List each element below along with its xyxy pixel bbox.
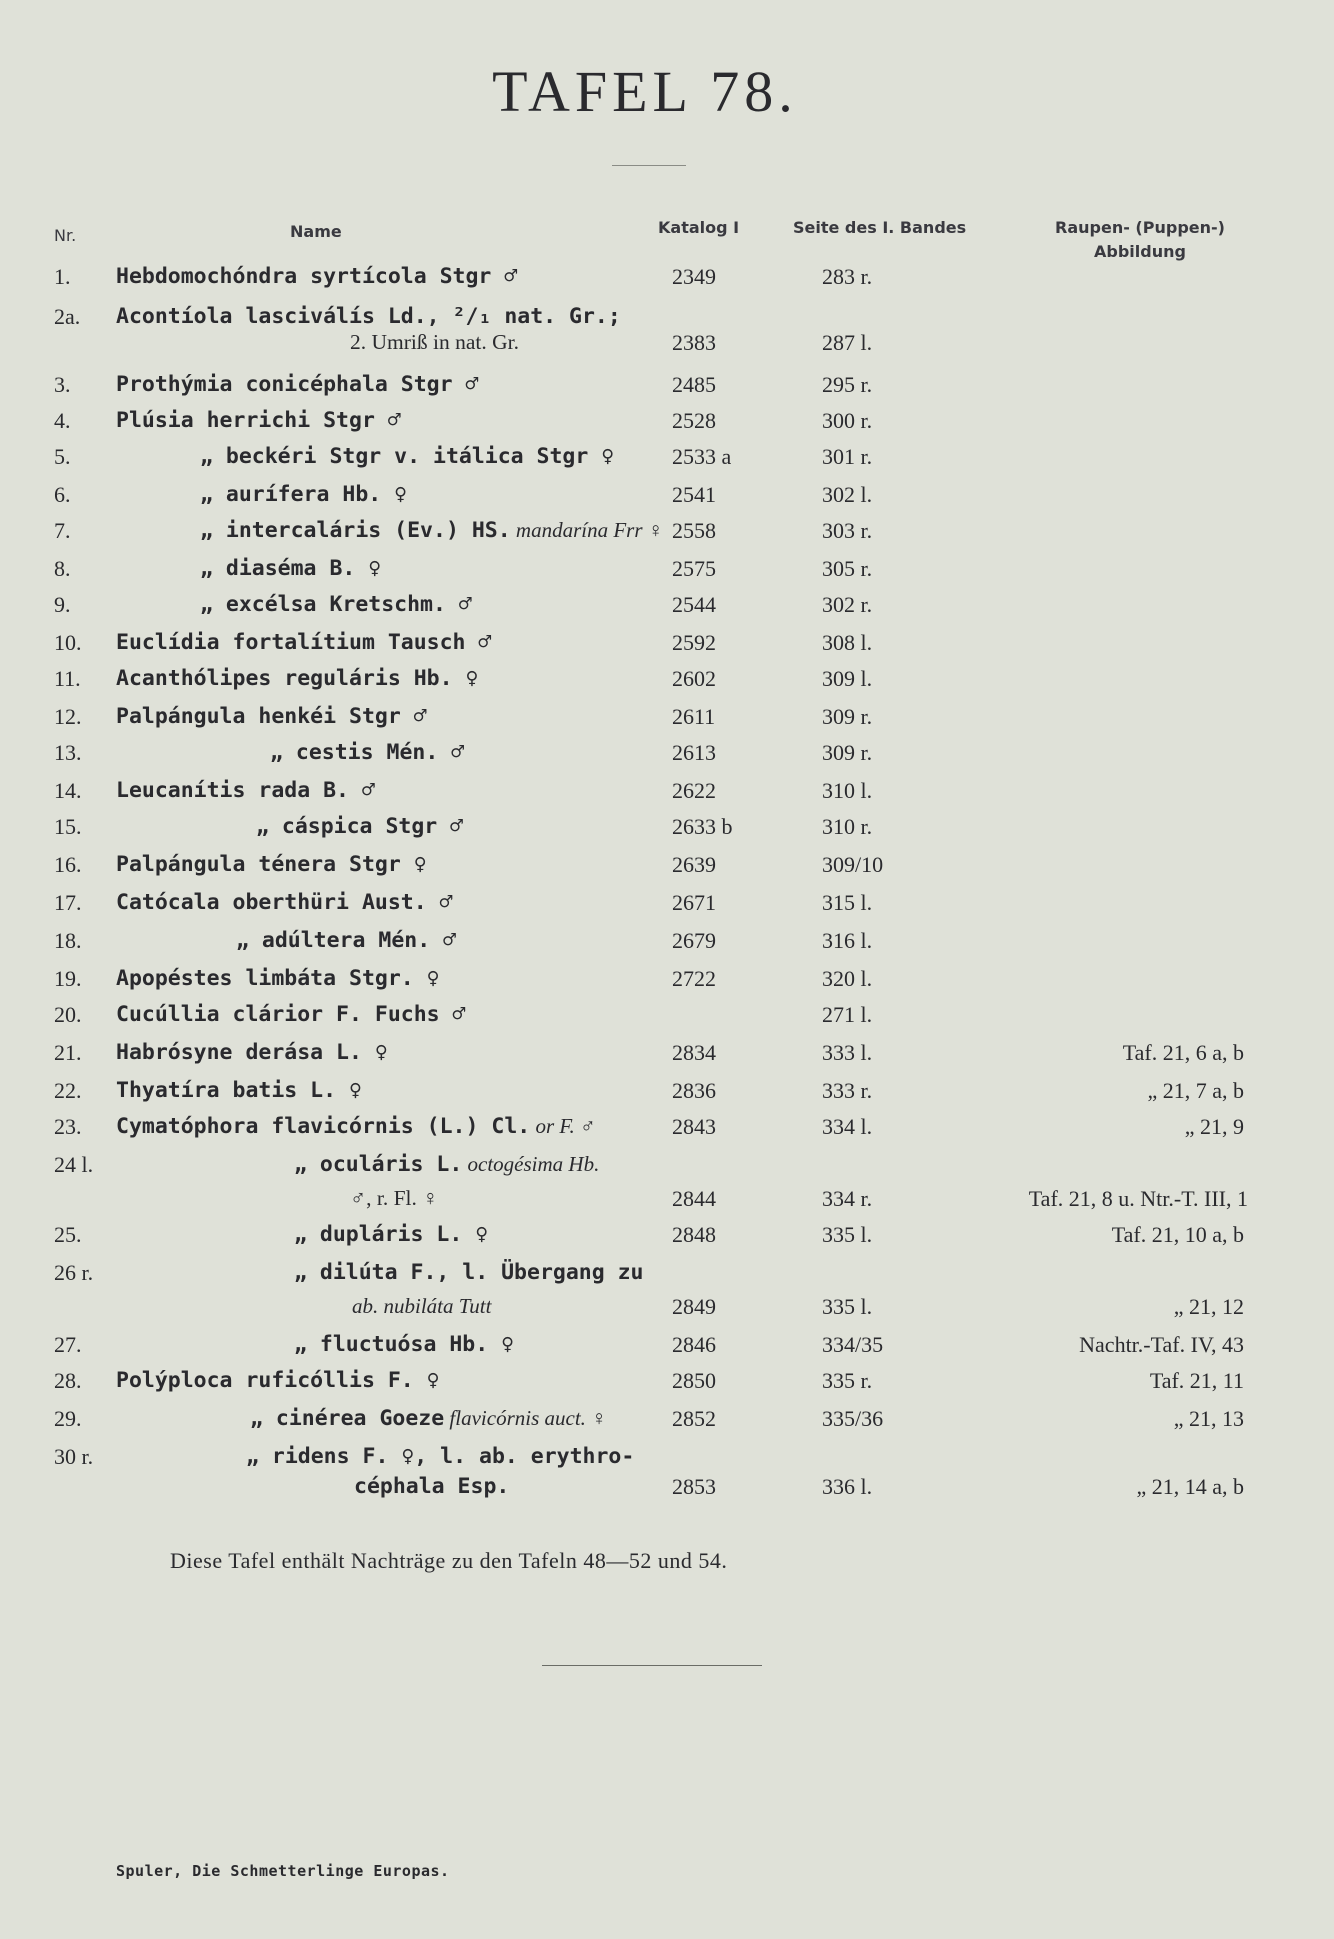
row-name <box>294 1222 488 1247</box>
row-seite: 300 r. <box>822 408 873 433</box>
table-row <box>0 778 1334 814</box>
row-seite: 315 l. <box>822 890 873 915</box>
row-abbildung: Taf. 21, 11 <box>1149 1368 1244 1393</box>
row-katalog: 2611 <box>672 704 716 729</box>
row-katalog: 2383 <box>672 330 716 355</box>
row-seite: 335/36 <box>822 1406 884 1431</box>
row-katalog: 2848 <box>672 1222 716 1247</box>
row-name-text: céphala Esp. <box>354 1474 510 1499</box>
row-name <box>116 1368 440 1393</box>
row-abbildung: „ 21, 13 <box>1173 1406 1244 1431</box>
row-seite: 309 r. <box>822 740 873 765</box>
table-row <box>0 372 1334 408</box>
row-seite: 309 r. <box>822 704 873 729</box>
row-nr: 7. <box>54 518 71 543</box>
table-row <box>0 330 1334 366</box>
row-nr: 28. <box>54 1368 82 1393</box>
row-name-text: Catócala oberthüri Aust. ♂ <box>116 890 453 915</box>
row-katalog: 2613 <box>672 740 716 765</box>
row-katalog: 2602 <box>672 666 716 691</box>
row-name <box>200 592 472 617</box>
row-name <box>116 704 427 729</box>
row-nr: 23. <box>54 1114 82 1139</box>
row-nr: 10. <box>54 630 82 655</box>
row-abbildung: „ 21, 7 a, b <box>1147 1078 1244 1103</box>
page-footer: Spuler, Die Schmetterlinge Europas. <box>116 1862 450 1880</box>
row-name <box>200 556 381 581</box>
row-name-text: Polýploca ruficóllis F. ♀ <box>116 1368 440 1393</box>
row-name-text: Acanthólipes reguláris Hb. ♀ <box>116 666 479 691</box>
table-row <box>0 814 1334 850</box>
row-seite: 308 l. <box>822 630 873 655</box>
row-nr: 19. <box>54 966 82 991</box>
row-name-text: „ oculáris L. <box>294 1152 463 1177</box>
table-row <box>0 1002 1334 1038</box>
table-row <box>0 928 1334 964</box>
table-row <box>0 666 1334 702</box>
table-row <box>0 408 1334 444</box>
row-nr: 9. <box>54 592 71 617</box>
table-row <box>0 1406 1334 1442</box>
row-name-text: Acontíola lasciválís Ld., ²/₁ nat. Gr.; <box>116 304 621 329</box>
row-name <box>116 372 478 397</box>
row-nr: 18. <box>54 928 82 953</box>
row-seite: 336 l. <box>822 1474 873 1499</box>
row-seite: 334 r. <box>822 1186 873 1211</box>
row-nr: 20. <box>54 1002 82 1027</box>
row-name-italic: mandarína Frr ♀ <box>510 518 664 542</box>
row-name <box>116 666 478 691</box>
table-row <box>0 1260 1334 1296</box>
header-raupen-line1: Raupen- (Puppen-) <box>1055 218 1225 237</box>
row-name <box>350 1186 438 1211</box>
row-seite: 335 l. <box>822 1222 873 1247</box>
row-seite: 316 l. <box>822 928 873 953</box>
table-row <box>0 966 1334 1002</box>
row-abbildung: Taf. 21, 10 a, b <box>1111 1222 1244 1247</box>
row-name-text: Hebdomochóndra syrtícola Stgr ♂ <box>116 264 518 289</box>
table-row <box>0 482 1334 518</box>
row-katalog: 2485 <box>672 372 716 397</box>
header-name: Name <box>290 222 342 241</box>
row-nr: 29. <box>54 1406 82 1431</box>
row-katalog: 2853 <box>672 1474 716 1499</box>
row-name-text: Prothýmia conicéphala Stgr ♂ <box>116 372 479 397</box>
row-seite: 302 r. <box>822 592 873 617</box>
header-nr: Nr. <box>54 226 77 245</box>
row-name <box>236 928 456 953</box>
row-name <box>116 264 517 289</box>
table-row <box>0 890 1334 926</box>
row-seite: 334/35 <box>822 1332 884 1357</box>
row-seite: 335 l. <box>822 1294 873 1319</box>
header-katalog: Katalog I <box>658 218 740 237</box>
row-name-text: Plúsia herrichi Stgr ♂ <box>116 408 401 433</box>
row-seite: 333 r. <box>822 1078 873 1103</box>
row-name <box>294 1152 599 1177</box>
header-raupen-line2: Abbildung <box>1094 242 1186 261</box>
row-abbildung: Taf. 21, 8 u. Ntr.-T. III, 1 <box>1028 1186 1248 1211</box>
row-katalog: 2528 <box>672 408 716 433</box>
row-katalog: 2846 <box>672 1332 716 1357</box>
row-nr: 17. <box>54 890 82 915</box>
row-seite: 309 l. <box>822 666 873 691</box>
row-katalog: 2849 <box>672 1294 716 1319</box>
row-abbildung: „ 21, 14 a, b <box>1136 1474 1244 1499</box>
row-katalog: 2850 <box>672 1368 716 1393</box>
row-nr: 1. <box>54 264 71 289</box>
table-row <box>0 264 1334 300</box>
row-nr: 8. <box>54 556 71 581</box>
row-name-text: „ diaséma B. ♀ <box>200 556 382 581</box>
row-name-italic: octogésima Hb. <box>462 1152 600 1176</box>
table-row <box>0 1368 1334 1404</box>
row-nr: 12. <box>54 704 82 729</box>
row-katalog: 2836 <box>672 1078 716 1103</box>
row-nr: 11. <box>54 666 81 691</box>
row-name-text: „ cestis Mén. ♂ <box>270 740 465 765</box>
row-abbildung: „ 21, 9 <box>1184 1114 1244 1139</box>
row-name-text: „ cinérea Goeze <box>250 1406 445 1431</box>
row-nr: 25. <box>54 1222 82 1247</box>
table-row <box>0 1294 1334 1330</box>
row-katalog: 2349 <box>672 264 716 289</box>
table-row <box>0 1078 1334 1114</box>
table-row <box>0 630 1334 666</box>
row-name-text: „ ridens F. ♀, l. ab. erythro- <box>246 1444 635 1469</box>
row-katalog: 2671 <box>672 890 716 915</box>
row-seite: 295 r. <box>822 372 873 397</box>
row-abbildung: Nachtr.-Taf. IV, 43 <box>1079 1332 1244 1357</box>
row-katalog: 2722 <box>672 966 716 991</box>
row-name-text: Thyatíra batis L. ♀ <box>116 1078 362 1103</box>
table-row <box>0 518 1334 554</box>
row-name <box>200 518 664 543</box>
row-seite: 335 r. <box>822 1368 873 1393</box>
row-name <box>246 1444 634 1469</box>
row-name-text: „ beckéri Stgr v. itálica Stgr ♀ <box>200 444 615 469</box>
table-row <box>0 1332 1334 1368</box>
row-nr: 15. <box>54 814 82 839</box>
row-nr: 26 r. <box>54 1260 94 1285</box>
row-name-italic: or F. ♂ <box>530 1114 596 1138</box>
row-name <box>116 304 621 329</box>
table-row <box>0 1474 1334 1510</box>
row-nr: 3. <box>54 372 71 397</box>
row-name-text: Apopéstes limbáta Stgr. ♀ <box>116 966 440 991</box>
table-row <box>0 1152 1334 1188</box>
row-abbildung: Taf. 21, 6 a, b <box>1122 1040 1244 1065</box>
row-name <box>116 1114 596 1139</box>
header-seite: Seite des I. Bandes <box>793 218 967 237</box>
row-seite: 320 l. <box>822 966 873 991</box>
row-name-text: Habrósyne derása L. ♀ <box>116 1040 388 1065</box>
bottom-divider <box>542 1665 762 1666</box>
table-row <box>0 740 1334 776</box>
table-row <box>0 1222 1334 1258</box>
row-name <box>116 778 375 803</box>
row-katalog: 2639 <box>672 852 716 877</box>
row-katalog: 2575 <box>672 556 716 581</box>
row-katalog: 2622 <box>672 778 716 803</box>
row-seite: 310 l. <box>822 778 873 803</box>
row-seite: 271 l. <box>822 1002 873 1027</box>
row-nr: 4. <box>54 408 71 433</box>
row-name-text: „ aurífera Hb. ♀ <box>200 482 408 507</box>
row-name <box>116 890 453 915</box>
header-raupen <box>1040 216 1240 264</box>
row-nr: 16. <box>54 852 82 877</box>
row-katalog: 2533 a <box>672 444 732 469</box>
row-name <box>270 740 464 765</box>
row-name-text: Palpángula ténera Stgr ♀ <box>116 852 427 877</box>
row-nr: 2a. <box>54 304 81 329</box>
row-nr: 5. <box>54 444 71 469</box>
row-name <box>250 1406 607 1431</box>
row-name-text: „ adúltera Mén. ♂ <box>236 928 457 953</box>
row-name-text: „ dilúta F., l. Übergang zu <box>294 1260 644 1285</box>
table-row <box>0 1114 1334 1150</box>
row-nr: 22. <box>54 1078 82 1103</box>
row-katalog: 2844 <box>672 1186 716 1211</box>
row-seite: 305 r. <box>822 556 873 581</box>
row-name <box>116 1078 362 1103</box>
table-row <box>0 852 1334 888</box>
row-name <box>350 330 519 355</box>
row-name-text: Leucanítis rada B. ♂ <box>116 778 375 803</box>
row-katalog: 2679 <box>672 928 716 953</box>
row-seite: 301 r. <box>822 444 873 469</box>
row-name-text: Cucúllia clárior F. Fuchs ♂ <box>116 1002 466 1027</box>
row-name-text: „ dupláris L. ♀ <box>294 1222 489 1247</box>
row-name-text: „ excélsa Kretschm. ♂ <box>200 592 472 617</box>
row-seite: 309/10 <box>822 852 884 877</box>
row-katalog: 2541 <box>672 482 716 507</box>
row-name-italic: flavicórnis auct. ♀ <box>444 1406 607 1430</box>
table-row <box>0 444 1334 480</box>
row-abbildung: „ 21, 12 <box>1173 1294 1244 1319</box>
row-name-text: „ cáspica Stgr ♂ <box>256 814 464 839</box>
row-seite: 303 r. <box>822 518 873 543</box>
row-name <box>256 814 463 839</box>
row-name-italic: ab. nubiláta Tutt <box>352 1294 492 1318</box>
table-row <box>0 704 1334 740</box>
row-nr: 14. <box>54 778 82 803</box>
row-name <box>116 408 401 433</box>
row-katalog: 2558 <box>672 518 716 543</box>
row-seite: 283 r. <box>822 264 873 289</box>
row-seite: 333 l. <box>822 1040 873 1065</box>
row-nr: 21. <box>54 1040 82 1065</box>
row-katalog: 2633 b <box>672 814 733 839</box>
page-title: TAFEL 78. <box>492 59 798 124</box>
row-name <box>116 1040 388 1065</box>
row-name <box>354 1474 509 1499</box>
row-seite: 334 l. <box>822 1114 873 1139</box>
row-name <box>116 966 440 991</box>
row-name-text: ♂, r. Fl. ♀ <box>350 1186 439 1210</box>
table-row <box>0 1040 1334 1076</box>
row-katalog: 2834 <box>672 1040 716 1065</box>
row-name-text: Euclídia fortalítium Tausch ♂ <box>116 630 492 655</box>
row-katalog: 2544 <box>672 592 716 617</box>
row-name <box>294 1260 644 1285</box>
row-name-text: Cymatóphora flavicórnis (L.) Cl. <box>116 1114 531 1139</box>
plate-note: Diese Tafel enthält Nachträge zu den Tafeln 48—52 und 54. <box>170 1548 728 1573</box>
table-row <box>0 556 1334 592</box>
row-name-text: „ fluctuósa Hb. ♀ <box>294 1332 515 1357</box>
row-name <box>116 1002 466 1027</box>
row-katalog: 2592 <box>672 630 716 655</box>
title-divider <box>612 165 686 166</box>
row-name <box>352 1294 491 1319</box>
row-nr: 27. <box>54 1332 82 1357</box>
row-name <box>116 630 491 655</box>
row-name <box>200 482 407 507</box>
row-nr: 13. <box>54 740 82 765</box>
row-seite: 302 l. <box>822 482 873 507</box>
row-name-text: „ intercaláris (Ev.) HS. <box>200 518 511 543</box>
row-seite: 287 l. <box>822 330 873 355</box>
row-name <box>116 852 427 877</box>
row-name-text: Palpángula henkéi Stgr ♂ <box>116 704 427 729</box>
row-name-text: 2. Umriß in nat. Gr. <box>350 330 519 354</box>
row-nr: 24 l. <box>54 1152 94 1177</box>
row-name <box>294 1332 514 1357</box>
table-row <box>0 592 1334 628</box>
row-nr: 6. <box>54 482 71 507</box>
row-seite: 310 r. <box>822 814 873 839</box>
row-katalog: 2852 <box>672 1406 716 1431</box>
row-nr: 30 r. <box>54 1444 94 1469</box>
row-name <box>200 444 614 469</box>
table-row <box>0 1186 1334 1222</box>
row-katalog: 2843 <box>672 1114 716 1139</box>
